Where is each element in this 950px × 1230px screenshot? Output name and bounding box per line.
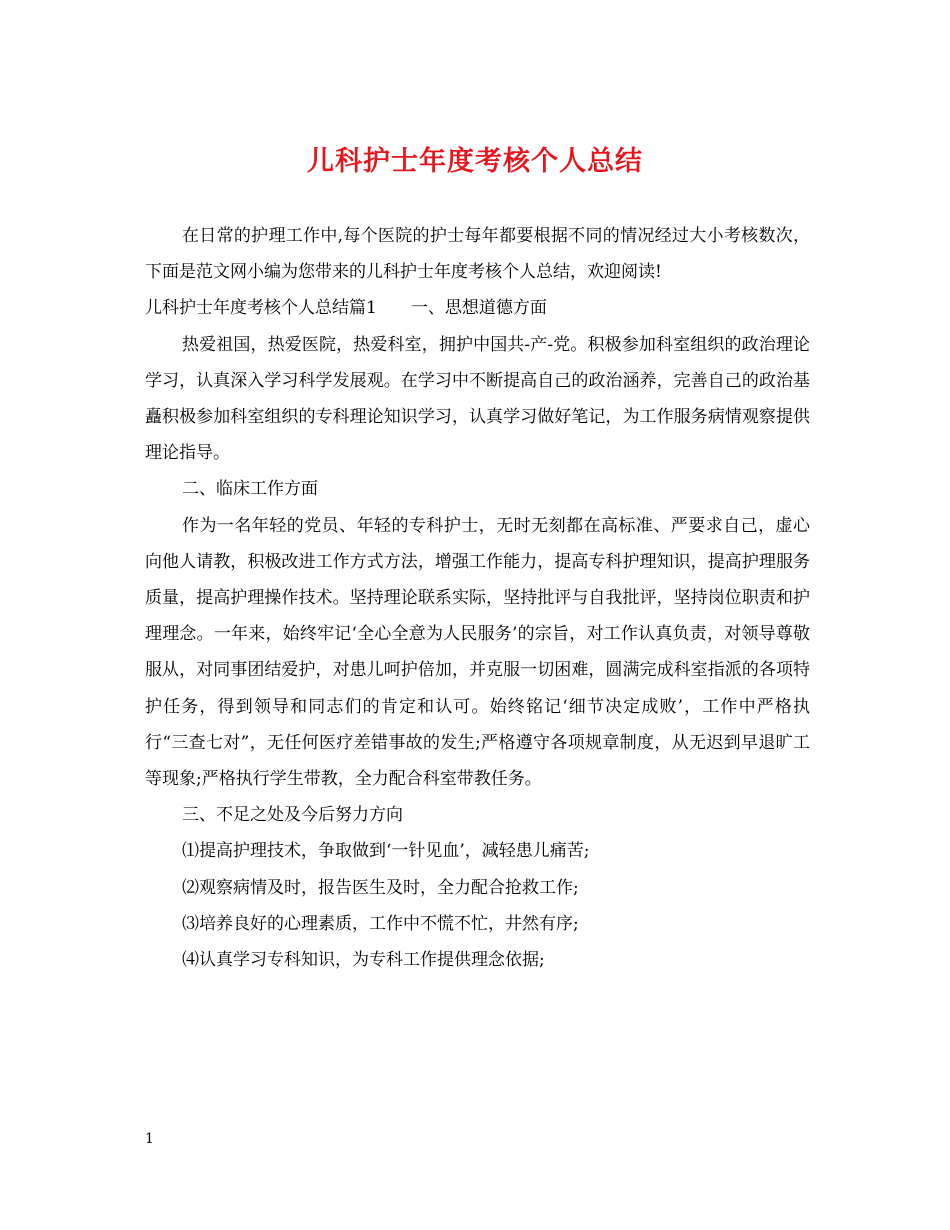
section-heading-improvement: 三、不足之处及今后努力方向 <box>182 805 403 826</box>
moral-paragraph: 热爱祖国，热爱医院，热爱科室，拥护中国共-产-党。积极参加科室组织的政治理论学习，认真深入学习科学发展观。在学习中不断提高自己的政治涵养，完善自己的政治基矗积极参加科室组织的专科理论知识学习，认真学习做好笔记，为工作服务病情观察提供理论指导。 <box>145 334 810 464</box>
document-title: 儿科护士年度考核个人总结 <box>307 146 643 177</box>
clinical-paragraph: 作为一名年轻的党员、年轻的专科护士，无时无刻都在高标准、严要求自己，虚心向他人请教，积极改进工作方式方法，增强工作能力，提高专科护理知识，提高护理服务质量，提高护理操作技术。坚持理论联系实际，坚持批评与自我批评，坚持岗位职责和护理理念。一年来，始终牢记‘全心全意为人民服务’的宗旨，对工作认真负责，对领导尊敬服从，对同事团结爱护，对患儿呵护倍加，并克服一切困难，圆满完成科室指派的各项特护任务，得到领导和同志们的肯定和认可。始终铭记‘细节决定成败’，工作中严格执行“三查七对”，无任何医疗差错事故的发生;严格遵守各项规章制度，从无迟到早退旷工等现象;严格执行学生带教，全力配合科室带教任务。 <box>145 515 810 790</box>
section-heading-part1: 儿科护士年度考核个人总结篇1 一、思想道德方面 <box>145 298 547 319</box>
intro-paragraph: 在日常的护理工作中,每个医院的护士每年都要根据不同的情况经过大小考核数次，下面是范文网小编为您带来的儿科护士年度考核个人总结，欢迎阅读! <box>145 226 810 283</box>
list-item: ⑵观察病情及时，报告医生及时，全力配合抢救工作; <box>182 877 579 898</box>
list-item: ⑶培养良好的心理素质，工作中不慌不忙，井然有序; <box>182 913 579 934</box>
list-item: ⑴提高护理技术，争取做到‘一针见血’，减轻患儿痛苦; <box>182 841 590 862</box>
section-heading-clinical: 二、临床工作方面 <box>182 479 318 500</box>
page-number: 1 <box>145 1131 154 1147</box>
list-item: ⑷认真学习专科知识，为专科工作提供理念依据; <box>182 950 545 971</box>
document-body <box>145 218 810 978</box>
